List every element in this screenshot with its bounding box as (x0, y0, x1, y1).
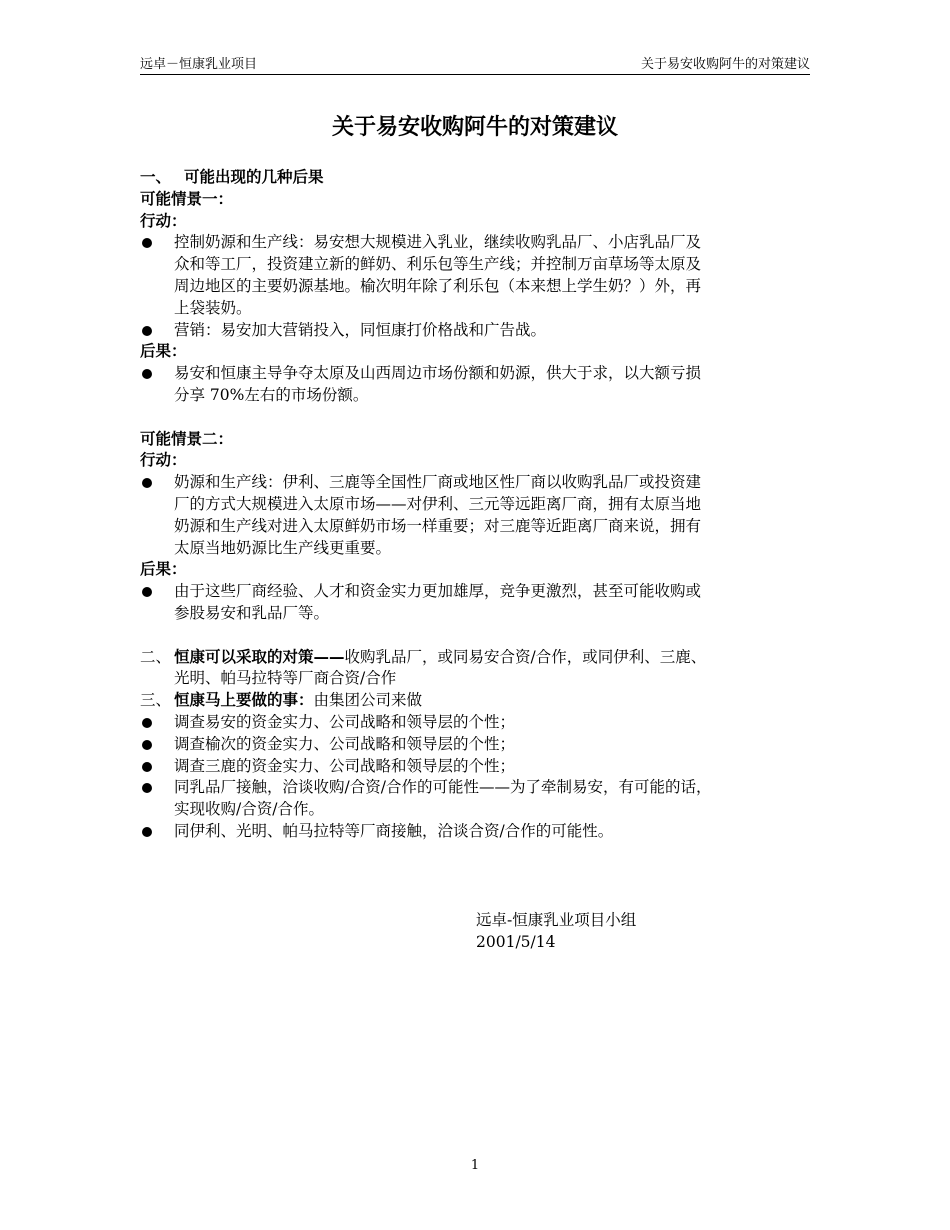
document-title: 关于易安收购阿牛的对策建议 (331, 115, 618, 140)
scenario-1-action-label: 行动： (140, 211, 187, 230)
section-1-heading (140, 167, 815, 189)
section-2-text-continued: 光明、帕马拉特等厂商合资/合作 (174, 669, 397, 688)
scenario-2-title: 可能情景二： (140, 429, 234, 448)
section-1-title: 可能出现的几种后果 (184, 168, 324, 186)
text-line: 奶源和生产线：伊利、三鹿等全国性厂商或地区性厂商以收购乳品厂或投资建 (174, 473, 702, 492)
header-project-name: 远卓－恒康乳业项目 (140, 57, 258, 72)
bullet-dot-icon (142, 762, 152, 772)
section-3-item (140, 821, 815, 843)
bullet-dot-icon (142, 587, 152, 597)
section-2-number: 二、 (140, 647, 172, 666)
scenario-1-action-item (140, 232, 815, 319)
bullet-dot-icon (142, 783, 152, 793)
bullet-dot-icon (142, 238, 152, 248)
bullet-dot-icon (142, 740, 152, 750)
text-line: 分享 70%左右的市场份额。 (174, 385, 369, 404)
scenario-1-result-item (140, 363, 815, 407)
signature-org: 远卓-恒康乳业项目小组 (476, 911, 637, 929)
text-line: 同伊利、光明、帕马拉特等厂商接触，洽谈合资/合作的可能性。 (174, 821, 614, 840)
scenario-1-result-label: 后果： (140, 342, 187, 361)
document-body (140, 167, 815, 843)
bullet-dot-icon (142, 478, 152, 488)
section-1-number: 一、 (140, 168, 172, 186)
section-3-item (140, 712, 815, 734)
bullet-dot-icon (142, 718, 152, 728)
text-line: 参股易安和乳品厂等。 (174, 603, 330, 622)
text-line: 实现收购/合资/合作。 (174, 800, 324, 819)
scenario-1-title: 可能情景一： (140, 189, 234, 208)
section-2-text: 收购乳品厂，或同易安合资/合作，或同伊利、三鹿、 (344, 647, 707, 666)
text-line: 调查榆次的资金实力、公司战略和领导层的个性； (174, 734, 516, 753)
section-2-heading: 恒康可以采取的对策—— (174, 647, 345, 666)
scenario-1-action-item (140, 320, 815, 342)
text-line: 营销：易安加大营销投入，同恒康打价格战和广告战。 (174, 320, 547, 339)
text-line: 周边地区的主要奶源基地。榆次明年除了利乐包（本来想上学生奶？）外，再 (174, 276, 702, 295)
signature-date: 2001/5/14 (476, 933, 556, 951)
header-document-title: 关于易安收购阿牛的对策建议 (640, 57, 810, 72)
page-header (140, 56, 810, 75)
text-line: 调查易安的资金实力、公司战略和领导层的个性； (174, 712, 516, 731)
scenario-2-action-item (140, 472, 815, 559)
text-line: 易安和恒康主导争夺太原及山西周边市场份额和奶源，供大于求，以大额亏损 (174, 364, 702, 383)
text-line: 厂的方式大规模进入太原市场——对伊利、三元等远距离厂商，拥有太原当地 (174, 494, 702, 513)
bullet-dot-icon (142, 827, 152, 837)
bullet-dot-icon (142, 369, 152, 379)
bullet-dot-icon (142, 326, 152, 336)
section-3-heading: 恒康马上要做的事： (174, 691, 314, 710)
scenario-2-action-label: 行动： (140, 451, 187, 470)
text-line: 控制奶源和生产线：易安想大规模进入乳业，继续收购乳品厂、小店乳品厂及 (174, 233, 702, 252)
section-2 (140, 647, 815, 691)
scenario-2-result-item (140, 581, 815, 625)
section-3 (140, 690, 815, 712)
text-line: 同乳品厂接触，洽谈收购/合资/合作的可能性——为了牵制易安，有可能的话， (174, 778, 712, 797)
scenario-2-result-label: 后果： (140, 560, 187, 579)
section-3-number: 三、 (140, 691, 172, 710)
section-3-item (140, 734, 815, 756)
text-line: 上袋装奶。 (174, 298, 252, 317)
text-line: 太原当地奶源比生产线更重要。 (174, 538, 392, 557)
section-3-item (140, 777, 815, 821)
page-number: 1 (470, 1158, 480, 1173)
text-line: 由于这些厂商经验、人才和资金实力更加雄厚，竞争更激烈，甚至可能收购或 (174, 582, 702, 601)
text-line: 众和等工厂，投资建立新的鲜奶、利乐包等生产线；并控制万亩草场等太原及 (174, 255, 702, 274)
text-line: 调查三鹿的资金实力、公司战略和领导层的个性； (174, 756, 516, 775)
signature-block (476, 909, 636, 953)
section-3-item (140, 756, 815, 778)
text-line: 奶源和生产线对进入太原鲜奶市场一样重要；对三鹿等近距离厂商来说，拥有 (174, 516, 702, 535)
section-3-text: 由集团公司来做 (313, 691, 423, 710)
